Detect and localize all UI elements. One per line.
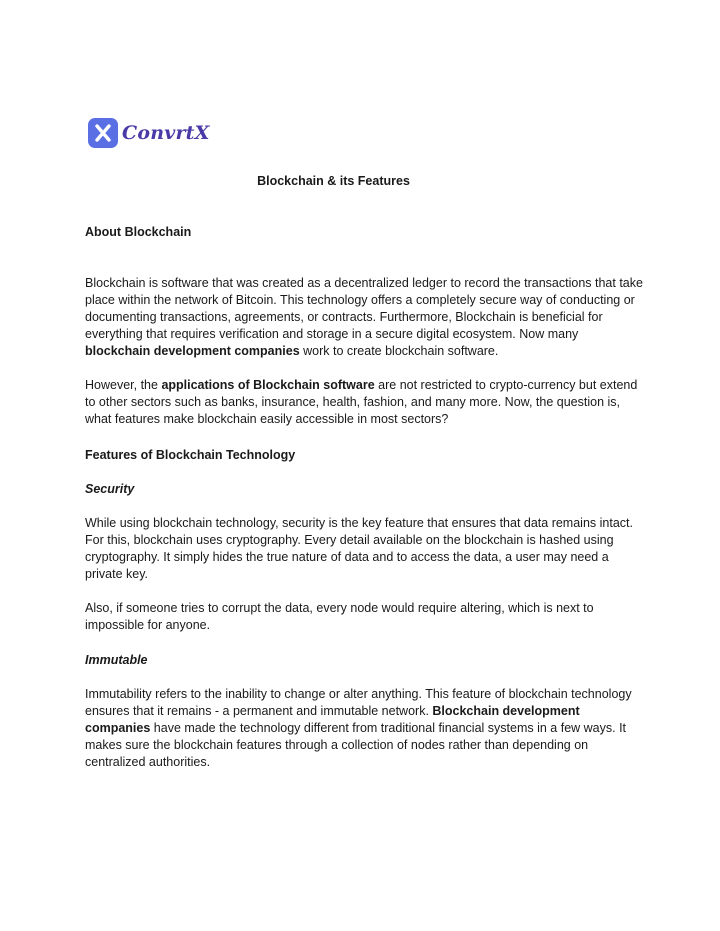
bold-phrase: Blockchain development companies [85,704,580,735]
x-logo-icon [88,118,118,148]
bold-phrase: blockchain development companies [85,344,300,358]
immutable-paragraph: Immutability refers to the inability to change or alter anything. This feature of blockchain technology ensures that it remains - a permanent and immutable network. Blockchain development companies have made the technology different from traditional financial systems in a few ways. It makes sure the blockchain features through a collection of nodes rather than depending on centralized authorities. [85,687,632,769]
document-title: Blockchain & its Features [257,174,410,188]
about-paragraph-1: Blockchain is software that was created as a decentralized ledger to record the transactions that take place within the network of Bitcoin. This technology offers a completely secure way of conducting or documenting transactions, agreements, or contracts. Furthermore, Blockchain is beneficial for everything that requires verification and storage in a secure digital ecosystem. Now many blockchain development companies work to create blockchain software. [85,276,643,358]
logo-text: ConvrtX [122,121,210,144]
security-paragraph-2: Also, if someone tries to corrupt the data, every node would require altering, which is next to impossible for anyone. [85,601,594,632]
bold-phrase: applications of Blockchain software [161,378,375,392]
about-paragraph-2: However, the applications of Blockchain software are not restricted to crypto-currency but extend to other sectors such as banks, insurance, health, fashion, and many more. Now, the question is, what features make blockchain easily accessible in most sectors? [85,378,638,426]
features-heading: Features of Blockchain Technology [85,448,296,462]
security-paragraph-1: While using blockchain technology, security is the key feature that ensures that data remains intact. For this, blockchain uses cryptography. Every detail available on the blockchain is hashed using cryptography. It simply hides the true nature of data and to access the data, a user may need a private key. [85,516,633,581]
immutable-heading: Immutable [85,653,148,667]
logo [88,118,210,148]
about-heading: About Blockchain [85,225,192,239]
security-heading: Security [85,482,135,496]
